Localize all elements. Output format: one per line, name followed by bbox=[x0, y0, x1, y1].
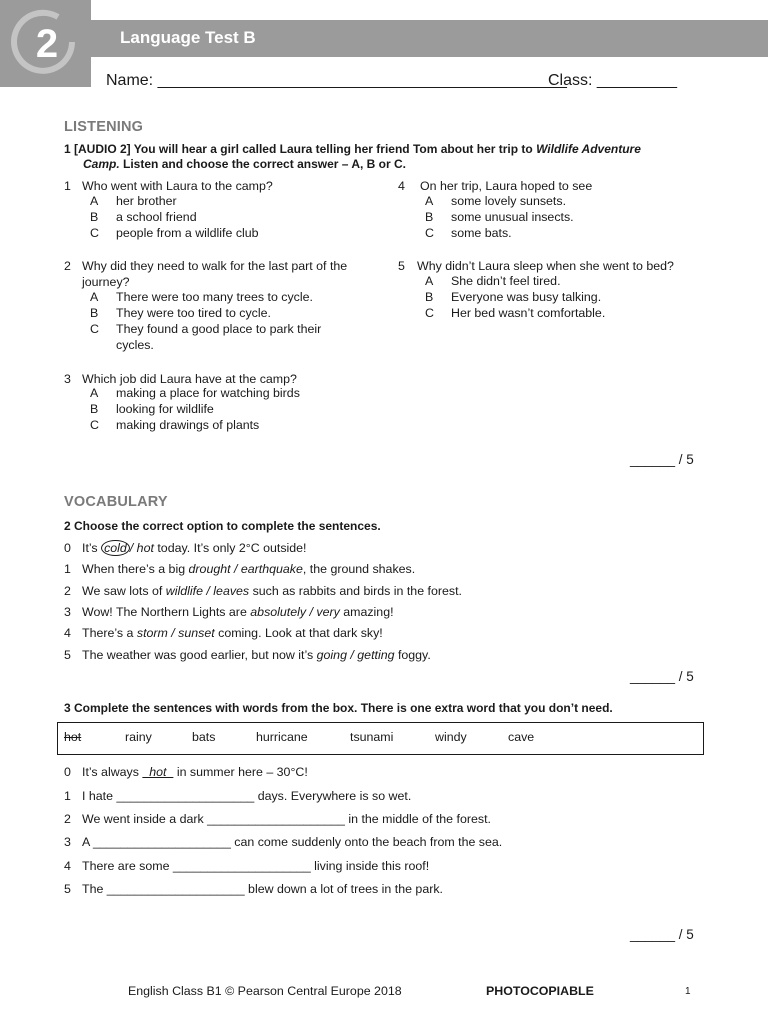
option-letter: C bbox=[90, 418, 99, 432]
sentence-number: 5 bbox=[64, 882, 71, 896]
option-5b[interactable]: Everyone was busy talking. bbox=[451, 290, 602, 304]
sentence-number: 5 bbox=[64, 648, 71, 662]
footer-copyright: English Class B1 © Pearson Central Europe 2018 bbox=[128, 984, 402, 998]
option-1a[interactable]: her brother bbox=[116, 194, 177, 208]
option-3c[interactable]: making drawings of plants bbox=[116, 418, 260, 432]
word-hot-crossed: hot bbox=[64, 730, 82, 744]
instr-italic: Wildlife Adventure bbox=[536, 142, 641, 156]
word-hurricane: hurricane bbox=[256, 730, 308, 744]
question-5-text: Why didn’t Laura sleep when she went to bed? bbox=[417, 259, 674, 273]
instr-text: 1 [AUDIO 2] You will hear a girl called Laura telling her friend Tom about her trip to bbox=[64, 142, 537, 156]
sentence-number: 4 bbox=[64, 859, 71, 873]
option-letter: A bbox=[425, 274, 434, 288]
question-number: 3 bbox=[64, 372, 71, 386]
option-letter: A bbox=[90, 386, 99, 400]
vocab-sentence-4[interactable]: There’s a storm / sunset coming. Look at that dark sky! bbox=[82, 626, 383, 640]
unit-badge bbox=[0, 0, 91, 87]
option-3a[interactable]: making a place for watching birds bbox=[116, 386, 300, 400]
question-2-text: Why did they need to walk for the last part of the bbox=[82, 259, 348, 273]
vocabulary-score[interactable]: ______ / 5 bbox=[630, 669, 694, 684]
option-letter: C bbox=[425, 226, 434, 240]
circled-answer: cold bbox=[101, 540, 130, 556]
sentence-number: 2 bbox=[64, 812, 71, 826]
footer-photocopiable: PHOTOCOPIABLE bbox=[486, 984, 594, 998]
complete-sentence-4[interactable]: There are some ____________________ living inside this roof! bbox=[82, 859, 430, 873]
unit-circle-icon bbox=[0, 0, 91, 87]
vocab-sentence-5[interactable]: The weather was good earlier, but now it’s going / getting foggy. bbox=[82, 648, 431, 662]
vocab-sentence-0: It’s cold / hot today. It’s only 2°C outside! bbox=[82, 541, 307, 555]
sentence-number: 0 bbox=[64, 541, 71, 555]
complete-instruction: 3 Complete the sentences with words from the box. There is one extra word that you don’t need. bbox=[64, 701, 613, 715]
sentence-number: 1 bbox=[64, 562, 71, 576]
question-3-text: Which job did Laura have at the camp? bbox=[82, 372, 297, 386]
option-letter: C bbox=[90, 322, 99, 336]
sentence-number: 2 bbox=[64, 584, 71, 598]
option-letter: A bbox=[90, 290, 99, 304]
option-letter: B bbox=[90, 402, 99, 416]
sentence-number: 0 bbox=[64, 765, 71, 779]
example-answer: hot bbox=[142, 765, 174, 779]
page-title: Language Test B bbox=[120, 28, 256, 47]
complete-sentence-0: It’s always hot in summer here – 30°C! bbox=[82, 765, 308, 779]
vocab-sentence-3[interactable]: Wow! The Northern Lights are absolutely / very amazing! bbox=[82, 605, 394, 619]
sentence-number: 4 bbox=[64, 626, 71, 640]
complete-sentence-2[interactable]: We went inside a dark ____________________ in the middle of the forest. bbox=[82, 812, 491, 826]
sentence-number: 3 bbox=[64, 835, 71, 849]
listening-heading: LISTENING bbox=[64, 119, 144, 135]
vocab-sentence-2[interactable]: We saw lots of wildlife / leaves such as rabbits and birds in the forest. bbox=[82, 584, 462, 598]
option-4a[interactable]: some lovely sunsets. bbox=[451, 194, 567, 208]
word-rainy: rainy bbox=[125, 730, 152, 744]
vocabulary-heading: VOCABULARY bbox=[64, 494, 168, 510]
listening-instruction bbox=[64, 142, 704, 172]
option-letter: B bbox=[425, 210, 434, 224]
option-2c[interactable]: They found a good place to park their bbox=[116, 322, 322, 336]
option-2c-cont: cycles. bbox=[116, 338, 154, 352]
instr-italic-2: Camp. bbox=[83, 157, 120, 171]
option-letter: A bbox=[425, 194, 434, 208]
option-letter: C bbox=[425, 306, 434, 320]
option-5c[interactable]: Her bed wasn’t comfortable. bbox=[451, 306, 606, 320]
vocabulary-instruction: 2 Choose the correct option to complete the sentences. bbox=[64, 519, 381, 533]
question-number: 4 bbox=[398, 179, 405, 193]
listening-score[interactable]: ______ / 5 bbox=[630, 452, 694, 467]
question-4-text: On her trip, Laura hoped to see bbox=[420, 179, 593, 193]
word-windy: windy bbox=[435, 730, 467, 744]
option-letter: A bbox=[90, 194, 99, 208]
unit-number: 2 bbox=[35, 22, 59, 66]
option-5a[interactable]: She didn’t feel tired. bbox=[451, 274, 561, 288]
option-3b[interactable]: looking for wildlife bbox=[116, 402, 214, 416]
class-field[interactable]: Class: _________ bbox=[548, 72, 677, 89]
question-number: 2 bbox=[64, 259, 71, 273]
option-2b[interactable]: They were too tired to cycle. bbox=[116, 306, 271, 320]
vocab-sentence-1[interactable]: When there’s a big drought / earthquake, the ground shakes. bbox=[82, 562, 416, 576]
option-letter: B bbox=[90, 306, 99, 320]
option-4c[interactable]: some bats. bbox=[451, 226, 512, 240]
sentence-number: 3 bbox=[64, 605, 71, 619]
question-number: 5 bbox=[398, 259, 405, 273]
sentence-number: 1 bbox=[64, 789, 71, 803]
option-letter: B bbox=[90, 210, 99, 224]
complete-sentence-3[interactable]: A ____________________ can come suddenly onto the beach from the sea. bbox=[82, 835, 503, 849]
question-text: Who went with Laura to the camp? bbox=[82, 179, 273, 193]
option-1c[interactable]: people from a wildlife club bbox=[116, 226, 259, 240]
complete-score[interactable]: ______ / 5 bbox=[630, 927, 694, 942]
word-bats: bats bbox=[192, 730, 216, 744]
word-cave: cave bbox=[508, 730, 535, 744]
page-number: 1 bbox=[685, 986, 691, 997]
name-field[interactable]: Name: ______________________________________________ bbox=[106, 72, 567, 89]
word-tsunami: tsunami bbox=[350, 730, 394, 744]
option-letter: C bbox=[90, 226, 99, 240]
option-1b[interactable]: a school friend bbox=[116, 210, 197, 224]
option-4b[interactable]: some unusual insects. bbox=[451, 210, 574, 224]
complete-sentence-5[interactable]: The ____________________ blew down a lot of trees in the park. bbox=[82, 882, 443, 896]
question-1 bbox=[64, 178, 273, 194]
complete-sentence-1[interactable]: I hate ____________________ days. Everywhere is so wet. bbox=[82, 789, 412, 803]
option-letter: B bbox=[425, 290, 434, 304]
question-2-text-cont: journey? bbox=[82, 275, 130, 289]
instr-text-2: Listen and choose the correct answer – A, B or C. bbox=[119, 157, 406, 171]
option-2a[interactable]: There were too many trees to cycle. bbox=[116, 290, 313, 304]
question-number: 1 bbox=[64, 179, 71, 193]
